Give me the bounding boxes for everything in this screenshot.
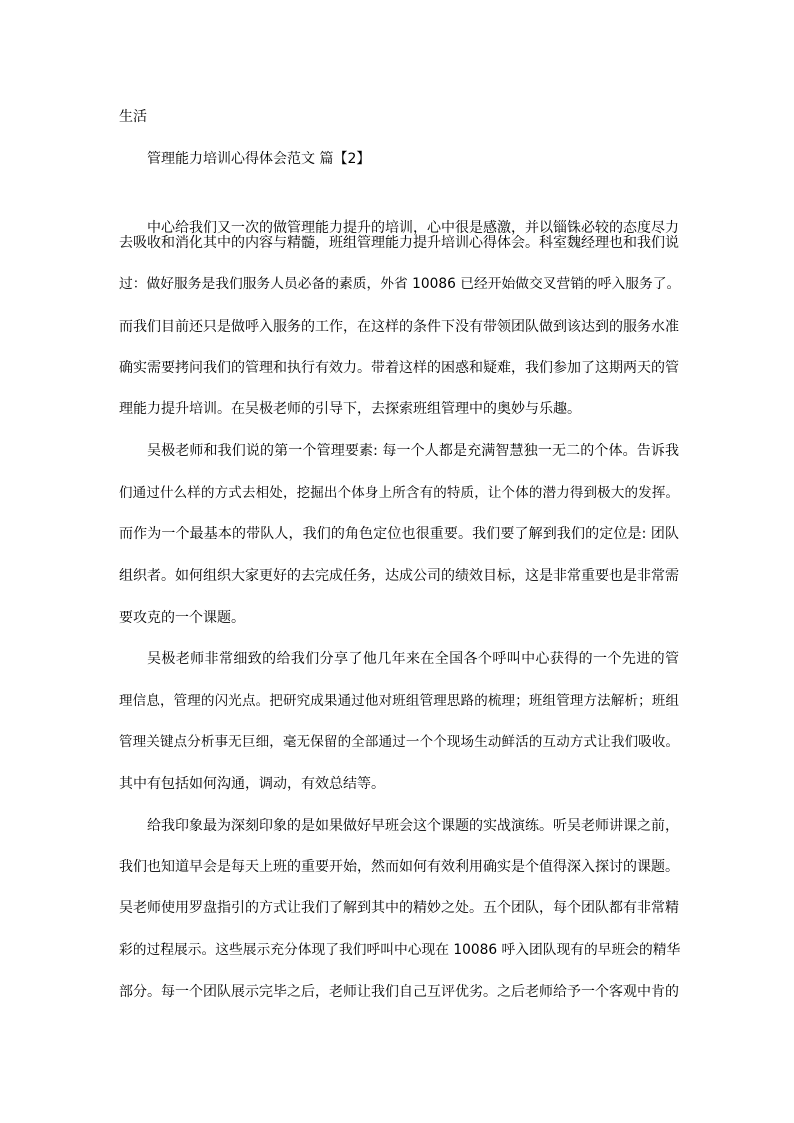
paragraph-line: 去吸收和消化其中的内容与精髓，班组管理能力提升培训心得体会。科室魏经理也和我们说 xyxy=(119,235,679,251)
paragraph-line: 组织者。如何组织大家更好的去完成任务，达成公司的绩效目标，这是非常重要也是非常需 xyxy=(119,568,679,584)
paragraph-line: 给我印象最为深刻印象的是如果做好早班会这个课题的实战演练。听吴老师讲课之前， xyxy=(147,818,679,834)
paragraph-line: 管理关键点分析事无巨细，毫无保留的全部通过一个个现场生动鲜活的互动方式让我们吸收。 xyxy=(119,734,679,750)
paragraph-line: 部分。每一个团队展示完毕之后，老师让我们自己互评优劣。之后老师给予一个客观中肯的 xyxy=(119,984,679,1000)
section-heading: 管理能力培训心得体会范文 篇【2】 xyxy=(147,151,371,167)
paragraph-line: 吴老师使用罗盘指引的方式让我们了解到其中的精妙之处。五个团队，每个团队都有非常精 xyxy=(119,900,679,916)
paragraph-line: 理信息，管理的闪光点。把研究成果通过他对班组管理思路的梳理；班组管理方法解析；班组 xyxy=(119,693,679,709)
text-line-continuation: 生活 xyxy=(119,109,147,125)
paragraph-line: 吴极老师非常细致的给我们分享了他几年来在全国各个呼叫中心获得的一个先进的管 xyxy=(147,651,679,667)
paragraph-line: 们通过什么样的方式去相处，挖掘出个体身上所含有的特质，让个体的潜力得到极大的发挥。 xyxy=(119,485,679,501)
paragraph-line: 过：做好服务是我们服务人员必备的素质，外省 10086 已经开始做交叉营销的呼入服务了。 xyxy=(119,276,681,292)
paragraph-line: 其中有包括如何沟通，调动，有效总结等。 xyxy=(119,776,385,792)
paragraph-line: 吴极老师和我们说的第一个管理要素: 每一个人都是充满智慧独一无二的个体。告诉我 xyxy=(147,443,679,459)
paragraph-line: 中心给我们又一次的做管理能力提升的培训，心中很是感激，并以锱铢必较的态度尽力 xyxy=(147,220,679,236)
paragraph-line: 而我们目前还只是做呼入服务的工作，在这样的条件下没有带领团队做到该达到的服务水准 xyxy=(119,319,679,335)
paragraph-line: 要攻克的一个课题。 xyxy=(119,610,245,626)
paragraph-line: 彩的过程展示。这些展示充分体现了我们呼叫中心现在 10086 呼入团队现有的早班会的精华 xyxy=(119,942,681,958)
paragraph-line: 理能力提升培训。在吴极老师的引导下，去探索班组管理中的奥妙与乐趣。 xyxy=(119,401,581,417)
paragraph-line: 确实需要拷问我们的管理和执行有效力。带着这样的困惑和疑难，我们参加了这期两天的管 xyxy=(119,360,679,376)
paragraph-line: 而作为一个最基本的带队人，我们的角色定位也很重要。我们要了解到我们的定位是: 团队 xyxy=(119,526,679,542)
paragraph-line: 我们也知道早会是每天上班的重要开始，然而如何有效利用确实是个值得深入探讨的课题。 xyxy=(119,859,679,875)
